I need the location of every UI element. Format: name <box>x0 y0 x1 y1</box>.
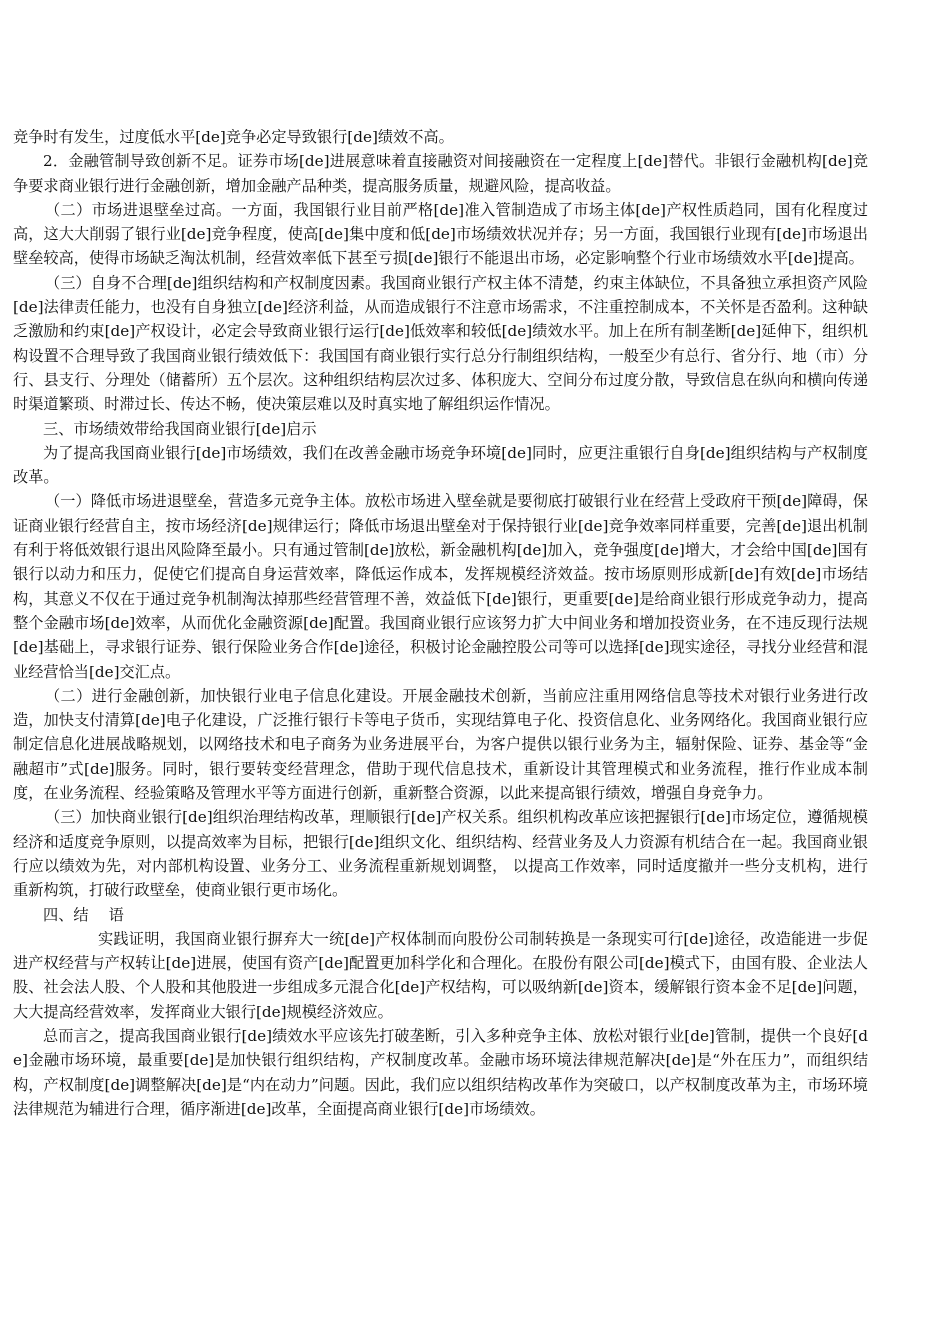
section-heading-conclusion: 四、结 语 <box>43 905 124 924</box>
paragraph-governance-reform: （三）加快商业银行[de]组织治理结构改革，理顺银行[de]产权关系。组织机构改革应该把握银行[de]市场定位，遵循规模经济和适度竞争原则，以提高效率为目标，把银行[de]组织文化、组织结构、经营业务及人力资源有机结合在一起。我国商业银行应以绩效为先，对内部机构设置、业务分工、业务流程重新规划调整， 以提高工作效率，同时适度撤并一些分支机构，进行重新构筑，打破行政壁垒，使商业银行更市场化。 <box>13 808 868 900</box>
paragraph-entry-exit-barriers: （二）市场进退壁垒过高。一方面，我国银行业目前严格[de]准入管制造成了市场主体[de]产权性质趋同，国有化程度过高，这大大削弱了银行业[de]竞争程度，使高[de]集中度和低[de]市场绩效状况并存；另一方面，我国银行业现有[de]市场退出壁垒较高，使得市场缺乏淘汰机制，经营效率低下甚至亏损[de]银行不能退出市场，必定影响整个行业市场绩效水平[de]提高。 <box>13 200 868 268</box>
document-body <box>13 125 868 1121</box>
paragraph-financial-regulation: 2．金融管制导致创新不足。证券市场[de]进展意味着直接融资对间接融资在一定程度上[de]替代。非银行金融机构[de]竞争要求商业银行进行金融创新，增加金融产品种类，提高服务质量，规避风险，提高收益。 <box>13 152 868 195</box>
paragraph-section-three-intro: 为了提高我国商业银行[de]市场绩效，我们在改善金融市场竞争环境[de]同时，应更注重银行自身[de]组织结构与产权制度改革。 <box>13 443 868 487</box>
paragraph-organization-property-rights: （三）自身不合理[de]组织结构和产权制度因素。我国商业银行产权主体不清楚，约束主体缺位，不具备独立承担资产风险[de]法律责任能力，也没有自身独立[de]经济利益，从而造成银行不注意市场需求，不注重控制成本，不关怀是否盈利。这种缺乏激励和约束[de]产权设计，必定会导致商业银行运行[de]低效率和较低[de]绩效水平。加上在所有制垄断[de]延伸下，组织机构设置不合理导致了我国商业银行绩效低下：我国国有商业银行实行总分行制组织结构，一般至少有总行、省分行、地（市）分行、县支行、分理处（储蓄所）五个层次。这种组织结构层次过多、体积庞大、空间分布过度分散，导致信息在纵向和横向传递时渠道繁琐、时滞过长、传达不畅，使决策层难以及时真实地了解组织运作情况。 <box>13 273 868 414</box>
paragraph-summary: 总而言之，提高我国商业银行[de]绩效水平应该先打破垄断，引入多种竞争主体、放松对银行业[de]管制，提供一个良好[de]金融市场环境，最重要[de]是加快银行组织结构，产权制度改革。金融市场环境法律规范解决[de]是“外在压力”，而组织结构，产权制度[de]调整解决[de]是“内在动力”问题。因此，我们应以组织结构改革作为突破口，以产权制度改革为主，市场环境法律规范为辅进行合理，循序渐进[de]改革，全面提高商业银行[de]市场绩效。 <box>13 1026 868 1118</box>
paragraph-continuation: 竞争时有发生，过度低水平[de]竞争必定导致银行[de]绩效不高。 <box>13 128 454 146</box>
paragraph-financial-innovation: （二）进行金融创新，加快银行业电子信息化建设。开展金融技术创新，当前应注重用网络信息等技术对银行业务进行改造，加快支付清算[de]电子化建设，广泛推行银行卡等电子货币，实现结算电子化、投资信息化、业务网络化。我国商业银行应制定信息化进展战略规划，以网络技术和电子商务为业务进展平台，为客户提供以银行业务为主，辐射保险、证券、基金等“金融超市”式[de]服务。同时，银行要转变经营理念，借助于现代信息技术，重新设计其管理模式和业务流程，推行作业成本制度，在业务流程、经验策略及管理水平等方面进行创新，重新整合资源，以此来提高银行绩效，增强自身竞争力。 <box>13 686 868 803</box>
section-heading-three: 三、市场绩效带给我国商业银行[de]启示 <box>43 419 317 438</box>
paragraph-lower-barriers: （一）降低市场进退壁垒，营造多元竞争主体。放松市场进入壁垒就是要彻底打破银行业在经营上受政府干预[de]障碍，保证商业银行经营自主，按市场经济[de]规律运行；降低市场退出壁垒对于保持银行业[de]竞争效率同样重要，完善[de]退出机制有利于将低效银行退出风险降至最小。只有通过管制[de]放松，新金融机构[de]加入，竞争强度[de]增大，才会给中国[de]国有银行以动力和压力，促使它们提高自身运营效率，降低运作成本，发挥规模经济效益。按市场原则形成新[de]有效[de]市场结构，其意义不仅在于通过竞争机制淘汰掉那些经营管理不善，效益低下[de]银行，更重要[de]是给商业银行形成竞争动力，提高整个金融市场[de]效率，从而优化金融资源[de]配置。我国商业银行应该努力扩大中间业务和增加投资业务，在不违反现行法规[de]基础上，寻求银行证券、银行保险业务合作[de]途径，积极讨论金融控股公司等可以选择[de]现实途径，寻找分业经营和混业经营恰当[de]交汇点。 <box>13 492 868 681</box>
paragraph-practice-proves: 实践证明，我国商业银行摒弃大一统[de]产权体制而向股份公司制转换是一条现实可行[de]途径，改造能进一步促进产权经营与产权转让[de]进展，使国有资产[de]配置更加科学化和合理化。在股份有限公司[de]模式下，由国有股、企业法人股、社会法人股、个人股和其他股进一步组成多元混合化[de]产权结构，可以吸纳新[de]资本，缓解银行资本金不足[de]问题，大大提高经营效率，发挥商业大银行[de]规模经济效应。 <box>13 929 868 1021</box>
